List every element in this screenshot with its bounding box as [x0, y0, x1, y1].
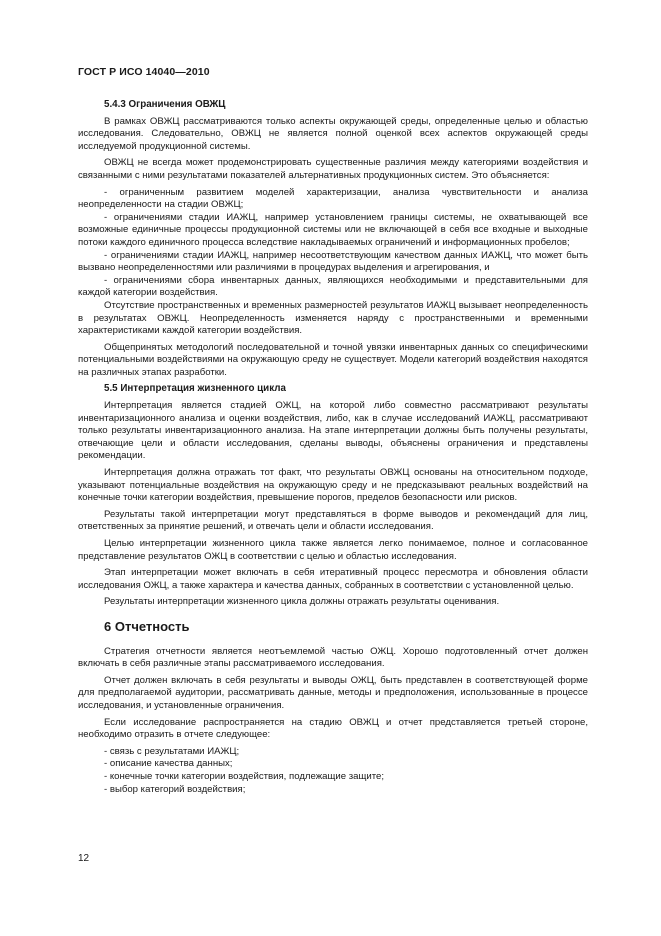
list-item: - ограничениями стадии ИАЖЦ, например несоответствующим качеством данных ИАЖЦ, что может быть вызвано неопределенностями или различиями в процедурах выделения и агрегирования, и	[78, 249, 588, 274]
list-item: - ограничениями стадии ИАЖЦ, например установлением границы системы, не охватывающей все возможные единичные процессы продукционной системы или не включающей в себя все входные и выходные потоки каждого единичного процесса вследствие накладываемых ограничений и информационных пробелов;	[78, 211, 588, 248]
paragraph: ОВЖЦ не всегда может продемонстрировать существенные различия между категориями воздействия и связанными с ними результатами показателей альтернативных продукционных систем. Это объясняется:	[78, 157, 588, 181]
paragraph: Интерпретация является стадией ОЖЦ, на которой либо совместно рассматривают результаты инвентаризационного анализа и оценки воздействия, либо, как в случае исследований ИАЖЦ, рассматривают только результаты инвентаризационного анализа. На этапе интерпретации должны быть получены результаты, отвечающие цели и области исследования, сделаны выводы, объяснены ограничения и представлены рекомендации.	[78, 400, 588, 462]
paragraph: Отчет должен включать в себя результаты и выводы ОЖЦ, быть представлен в соответствующей форме для предполагаемой аудитории, рассматривать данные, методы и предположения, использованные в процессе исследования, и установленные ограничения.	[78, 674, 588, 711]
list-item: - ограниченным развитием моделей характеризации, анализа чувствительности и анализа неопределенности на стадии ОВЖЦ;	[78, 186, 588, 211]
list-item: - конечные точки категории воздействия, подлежащие защите;	[104, 770, 385, 782]
list-item: - связь с результатами ИАЖЦ;	[104, 745, 240, 757]
paragraph: В рамках ОВЖЦ рассматриваются только аспекты окружающей среды, определенные целью и областью исследования. Следовательно, ОВЖЦ не является полной оценкой всех аспектов окружающей среды исследуемой продукционной системы.	[78, 115, 588, 152]
list-item: - описание качества данных;	[104, 758, 233, 770]
report-requirements-list	[78, 746, 588, 796]
paragraph: Этап интерпретации может включать в себя итеративный процесс пересмотра и обновления области исследования ОЖЦ, а также характера и качества данных, собранных в соответствии с установленной целью.	[78, 567, 588, 591]
section-6-title: 6 Отчетность	[104, 618, 190, 634]
paragraph: Если исследование распространяется на стадию ОВЖЦ и отчет представляется третьей стороне, необходимо отразить в отчете следующее:	[78, 716, 588, 741]
paragraph: Результаты интерпретации жизненного цикла должны отражать результаты оценивания.	[104, 596, 500, 608]
page-number: 12	[78, 853, 90, 864]
paragraph: Результаты такой интерпретации могут представляться в форме выводов и рекомендаций для лиц, ответственных за принятие решений, и отвечать цели и области исследования.	[78, 508, 588, 533]
section-5-5-title: 5.5 Интерпретация жизненного цикла	[104, 383, 286, 395]
paragraph: Отсутствие пространственных и временных размерностей результатов ИАЖЦ вызывает неопределенность в результатах ОВЖЦ. Неопределенность изменяется наряду с пространственными и временными характеристиками каждой категории воздействия.	[78, 299, 588, 337]
paragraph: Целью интерпретации жизненного цикла также является легко понимаемое, полное и согласованное представление результатов ОЖЦ в соответствии с целью и областью исследования.	[78, 538, 588, 562]
paragraph: Общепринятых методологий последовательной и точной увязки инвентарных данных со специфическими потенциальными воздействиями на окружающую среду не существует. Модели категорий воздействия находятся на различных этапах разработки.	[78, 341, 588, 378]
list-item: - выбор категорий воздействия;	[104, 783, 246, 795]
document-body	[78, 99, 588, 796]
paragraph: Стратегия отчетности является неотъемлемой частью ОЖЦ. Хорошо подготовленный отчет должен включать в себя различные этапы рассматриваемого исследования.	[78, 645, 588, 670]
list-item: - ограничениями сбора инвентарных данных, являющихся необходимыми и представительными для каждой категории воздействия.	[78, 274, 588, 299]
section-5-4-3-title: 5.4.3 Ограничения ОВЖЦ	[104, 99, 226, 110]
document-header: ГОСТ Р ИСО 14040—2010	[78, 66, 210, 78]
paragraph: Интерпретация должна отражать тот факт, что результаты ОВЖЦ основаны на относительном подходе, указывают потенциальные воздействия на окружающую среду и не предсказывают реальных воздействий на конечные точки категории воздействия, превышение порогов, пределов безопасности или рисков.	[78, 467, 588, 504]
